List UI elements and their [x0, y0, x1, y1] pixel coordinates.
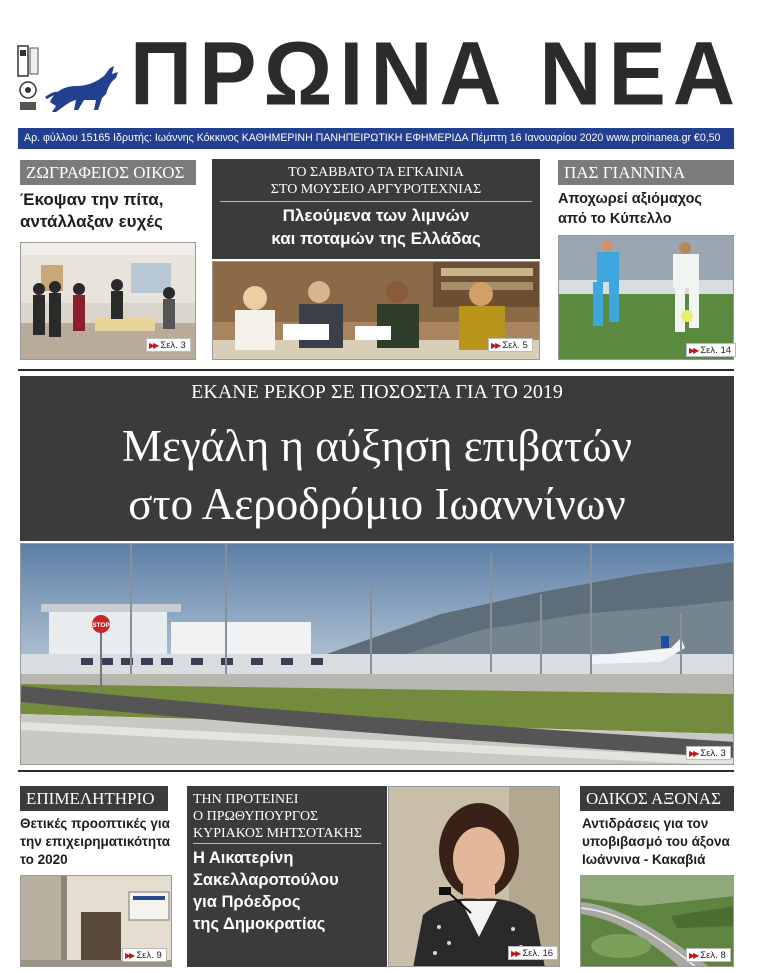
- publisher-logo: [16, 44, 42, 114]
- story-headline-pas-giannina[interactable]: Αποχωρεί αξιόμαχος από το Κύπελλο: [558, 191, 702, 227]
- page-arrow-icon: ▶▶: [491, 341, 500, 350]
- story-headline-zografeios[interactable]: Έκοψαν την πίτα, αντάλλαξαν ευχές: [20, 190, 164, 231]
- story-kicker-president: ΤΗΝ ΠΡΟΤΕΙΝΕΙ Ο ΠΡΩΘΥΠΟΥΡΓΟΣ ΚΥΡΙΑΚΟΣ ΜΗΤΣΟΤΑΚΗΣ: [193, 792, 362, 841]
- page-arrow-icon: ▶▶: [689, 749, 698, 758]
- stop-sign-text: STOP: [92, 622, 110, 629]
- page-ref-odikos-axonas[interactable]: ▶▶ Σελ. 8: [686, 948, 731, 962]
- photo-football-match: [558, 235, 734, 360]
- section-label-odikos-axonas: ΟΔΙΚΟΣ ΑΞΟΝΑΣ: [580, 786, 734, 811]
- page-ref-museum[interactable]: ▶▶ Σελ. 5: [488, 338, 533, 352]
- story-kicker-museum: ΤΟ ΣΑΒΒΑΤΟ ΤΑ ΕΓΚΑΙΝΙΑ ΣΤΟ ΜΟΥΣΕΙΟ ΑΡΓΥΡΟΤΕΧΝΙΑΣ: [270, 165, 482, 197]
- masthead-title: ΠΡΩΙΝΑ ΝΕΑ: [130, 23, 742, 125]
- page-arrow-icon: ▶▶: [149, 341, 158, 350]
- section-label-epimelitirio: ΕΠΙΜΕΛΗΤΗΡΙΟ: [20, 786, 168, 811]
- page-ref-epimelitirio[interactable]: ▶▶ Σελ. 9: [122, 948, 167, 962]
- story-headline-odikos-axonas[interactable]: Αντιδράσεις για τον υποβιβασμό του άξονα Ιωάννινα - Κακαβιά: [582, 816, 730, 867]
- story-headline-epimelitirio[interactable]: Θετικές προοπτικές για την επιχειρηματικότητα το 2020: [20, 816, 171, 867]
- main-story-kicker: ΕΚΑΝΕ ΡΕΚΟΡ ΣΕ ΠΟΣΟΣΤΑ ΓΙΑ ΤΟ 2019: [20, 376, 734, 409]
- section-label-zografeios: ΖΩΓΡΑΦΕΙΟΣ ΟΙΚΟΣ: [20, 160, 196, 185]
- page-arrow-icon: ▶▶: [125, 951, 134, 960]
- masthead-info-bar: Αρ. φύλλου 15165 Ιδρυτής: Ιωάννης Κόκκινος ΚΑΘΗΜΕΡΙΝΗ ΠΑΝΗΠΕΙΡΩΤΙΚΗ ΕΦΗΜΕΡΙΔΑ Πέμπτη 16 Ιανουαρίου 2020 www.proinanea.gr €0,50: [18, 128, 734, 149]
- main-story-headline[interactable]: Μεγάλη η αύξηση επιβατών στο Αεροδρόμιο Ιωαννίνων: [20, 409, 734, 541]
- story-box-museum[interactable]: [212, 159, 540, 259]
- section-label-pas-giannina: ΠΑΣ ΓΙΑΝΝΙΝΑ: [558, 160, 734, 185]
- divider: [18, 770, 734, 772]
- page-ref-zografeios[interactable]: ▶▶ Σελ. 3: [146, 338, 191, 352]
- story-headline-museum: Πλεούμενα των λιμνών και ποταμών της Ελλάδας: [271, 206, 481, 248]
- story-headline-president: Η Αικατερίνη Σακελλαροπούλου για Πρόεδρος της Δημοκρατίας: [193, 849, 339, 933]
- page-arrow-icon: ▶▶: [511, 949, 520, 958]
- page-arrow-icon: ▶▶: [689, 346, 698, 355]
- photo-ioannina-airport: [20, 543, 734, 765]
- goat-logo-icon: [44, 62, 126, 116]
- page-ref-pas-giannina[interactable]: ▶▶ Σελ. 14: [686, 343, 736, 357]
- page-ref-airport[interactable]: ▶▶ Σελ. 3: [686, 746, 731, 760]
- photo-sakellaropoulou: [388, 786, 560, 967]
- page-arrow-icon: ▶▶: [689, 951, 698, 960]
- page-ref-president[interactable]: ▶▶ Σελ. 16: [508, 946, 558, 960]
- divider: [18, 369, 734, 371]
- story-box-president[interactable]: [187, 786, 387, 967]
